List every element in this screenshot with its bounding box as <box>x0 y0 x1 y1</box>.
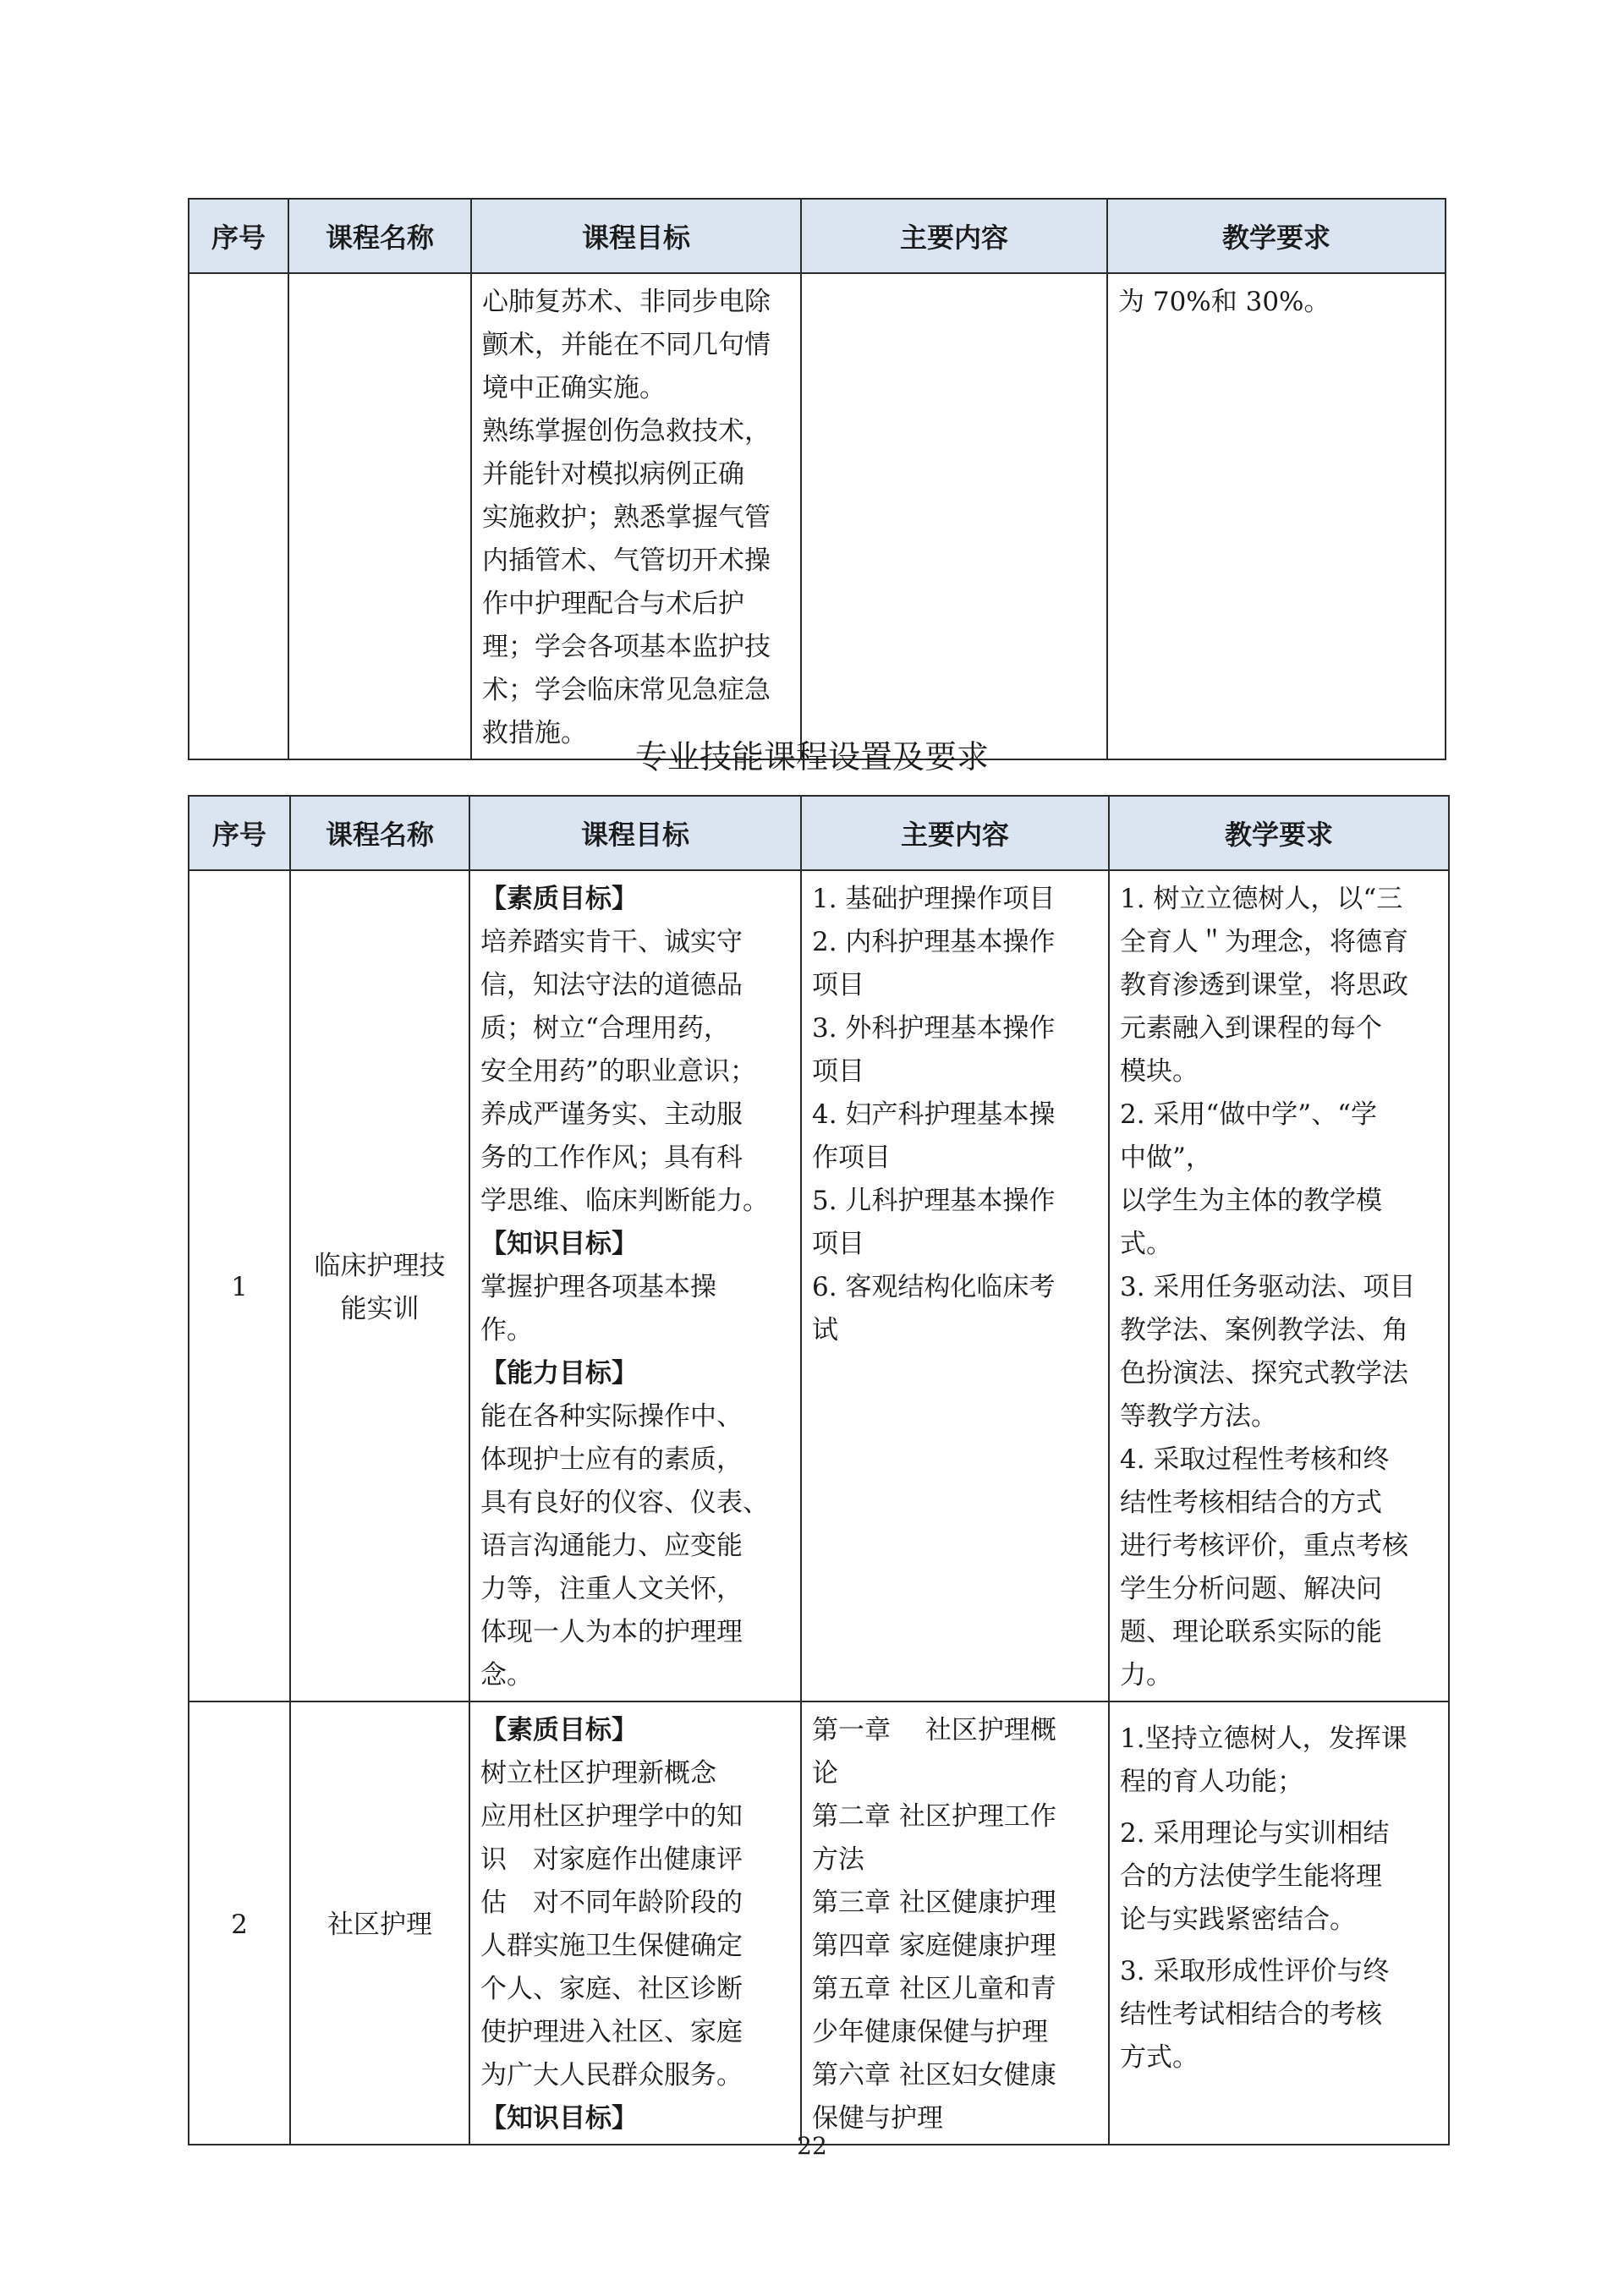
text-line: 力等，注重人文关怀， <box>480 1574 743 1604</box>
text-line: 式。 <box>1120 1229 1172 1259</box>
cell-course-name: 社区护理 <box>290 1701 469 2145</box>
text-line: 信，知法守法的道德品 <box>480 970 743 1000</box>
requirement-paragraph <box>1120 1950 1438 2080</box>
table-header-row <box>189 796 1449 870</box>
text-line: 4. 妇产科护理基本操 <box>812 1099 1056 1130</box>
header-teaching-requirements: 教学要求 <box>1109 796 1449 870</box>
cell-teaching-requirements <box>1109 870 1449 1701</box>
text-line: 人群实施卫生保健确定 <box>480 1931 743 1961</box>
text-line: 第六章 社区妇女健康 <box>812 2060 1056 2091</box>
text-line: 第三章 社区健康护理 <box>812 1888 1056 1918</box>
text-line: 第二章 社区护理工作 <box>812 1801 1056 1832</box>
table-row <box>189 1701 1449 2145</box>
text-line: 作项目 <box>812 1143 891 1173</box>
cell-main-content <box>801 1701 1109 2145</box>
knowledge-goal-heading: 【知识目标】 <box>480 2103 638 2134</box>
text-line: 论 <box>812 1758 838 1789</box>
text-line: 方法 <box>812 1844 864 1875</box>
header-no: 序号 <box>189 796 290 870</box>
text-line: 识 对家庭作出健康评 <box>480 1844 743 1875</box>
cell-course-goals <box>469 870 801 1701</box>
professional-skills-course-table <box>188 795 1450 2145</box>
text-line: 境中正确实施。 <box>482 373 666 403</box>
text-line: 2. 采用“做中学”、“学 <box>1120 1099 1377 1130</box>
text-line: 结性考核相结合的方式 <box>1120 1488 1382 1518</box>
cell-course-name <box>288 273 471 759</box>
text-line: 树立杜区护理新概念 <box>480 1758 716 1789</box>
text-line: 为 70%和 30%。 <box>1118 287 1330 317</box>
text-line: 救措施。 <box>482 718 587 748</box>
text-line: 为广大人民群众服务。 <box>480 2060 743 2091</box>
cell-course-name <box>290 870 469 1701</box>
text-line: 2. 采用理论与实训相结 <box>1120 1818 1390 1849</box>
text-line: 进行考核评价，重点考核 <box>1120 1531 1408 1561</box>
text-line: 程的育人功能； <box>1120 1767 1303 1797</box>
text-line: 元素融入到课程的每个 <box>1120 1013 1382 1044</box>
ability-goal-heading: 【能力目标】 <box>480 1358 638 1389</box>
text-line: 临床护理技 <box>314 1250 446 1281</box>
cell-no: 2 <box>189 1701 290 2145</box>
text-line: 养成严谨务实、主动服 <box>480 1099 743 1130</box>
text-line: 作中护理配合与术后护 <box>482 589 744 619</box>
text-line: 作。 <box>480 1315 533 1345</box>
text-line: 色扮演法、探究式教学法 <box>1120 1358 1408 1389</box>
text-line: 方式。 <box>1120 2042 1199 2073</box>
text-line: 合的方法使学生能将理 <box>1120 1861 1382 1892</box>
text-line: 能在各种实际操作中、 <box>480 1401 743 1432</box>
text-line: 5. 儿科护理基本操作 <box>812 1186 1056 1216</box>
text-line: 第四章 家庭健康护理 <box>812 1931 1056 1961</box>
text-line: 中做”， <box>1120 1143 1212 1173</box>
text-line: 质；树立“合理用药， <box>480 1013 730 1044</box>
section-title: 专业技能课程设置及要求 <box>634 738 989 775</box>
cell-course-goals <box>471 273 801 759</box>
text-line: 学思维、临床判断能力。 <box>480 1186 769 1216</box>
requirement-paragraph <box>1120 1718 1438 1804</box>
text-line: 项目 <box>812 970 864 1000</box>
header-course-goals: 课程目标 <box>469 796 801 870</box>
text-line: 念。 <box>480 1660 533 1690</box>
text-line: 使护理进入社区、家庭 <box>480 2017 743 2047</box>
text-line: 第五章 社区儿童和青 <box>812 1974 1056 2004</box>
text-line: 3. 采取形成性评价与终 <box>1120 1956 1390 1986</box>
text-line: 教育渗透到课堂，将思政 <box>1120 970 1408 1000</box>
text-line: 项目 <box>812 1056 864 1087</box>
quality-goal-heading: 【素质目标】 <box>480 884 638 914</box>
text-line: 3. 外科护理基本操作 <box>812 1013 1056 1044</box>
text-line: 结性考试相结合的考核 <box>1120 1999 1382 2030</box>
header-main-content: 主要内容 <box>801 796 1109 870</box>
text-line: 力。 <box>1120 1660 1172 1690</box>
text-line: 保健与护理 <box>812 2103 943 2134</box>
text-line: 个人、家庭、社区诊断 <box>480 1974 743 2004</box>
text-line: 题、理论联系实际的能 <box>1120 1617 1382 1647</box>
text-line: 等教学方法。 <box>1120 1401 1277 1432</box>
text-line: 安全用药”的职业意识； <box>480 1056 756 1087</box>
text-line: 语言沟通能力、应变能 <box>480 1531 743 1561</box>
header-no: 序号 <box>189 199 288 273</box>
text-line: 3. 采用任务驱动法、项目 <box>1120 1272 1416 1302</box>
text-line: 估 对不同年龄阶段的 <box>480 1888 743 1918</box>
text-line: 术；学会临床常见急症急 <box>482 675 771 705</box>
text-line: 全育人＂为理念，将德育 <box>1120 927 1408 957</box>
text-line: 1. 树立立德树人，以“三 <box>1120 884 1403 914</box>
text-line: 理；学会各项基本监护技 <box>482 632 771 662</box>
header-teaching-requirements: 教学要求 <box>1107 199 1446 273</box>
text-line: 1. 基础护理操作项目 <box>812 884 1056 914</box>
text-line: 模块。 <box>1120 1056 1199 1087</box>
text-line: 以学生为主体的教学模 <box>1120 1186 1382 1216</box>
header-course-name: 课程名称 <box>288 199 471 273</box>
cell-course-goals <box>469 1701 801 2145</box>
cell-main-content <box>801 870 1109 1701</box>
text-line: 务的工作作风；具有科 <box>480 1143 743 1173</box>
header-course-goals: 课程目标 <box>471 199 801 273</box>
table-row <box>189 273 1446 759</box>
header-course-name: 课程名称 <box>290 796 469 870</box>
text-line: 掌握护理各项基本操 <box>480 1272 716 1302</box>
text-line: 培养踏实肯干、诚实守 <box>480 927 743 957</box>
text-line: 论与实践紧密结合。 <box>1120 1904 1356 1935</box>
text-line: 少年健康保健与护理 <box>812 2017 1048 2047</box>
cell-no: 1 <box>189 870 290 1701</box>
text-line: 教学法、案例教学法、角 <box>1120 1315 1408 1345</box>
text-line: 体现一人为本的护理理 <box>480 1617 743 1647</box>
text-line: 应用杜区护理学中的知 <box>480 1801 743 1832</box>
text-line: 具有良好的仪容、仪表、 <box>480 1488 769 1518</box>
cell-main-content <box>801 273 1107 759</box>
cell-teaching-requirements <box>1107 273 1446 759</box>
continued-course-table <box>188 198 1446 760</box>
table-header-row <box>189 199 1446 273</box>
text-line: 4. 采取过程性考核和终 <box>1120 1444 1390 1475</box>
text-line: 心肺复苏术、非同步电除 <box>482 287 771 317</box>
text-line: 体现护士应有的素质， <box>480 1444 743 1475</box>
table-row <box>189 870 1449 1701</box>
header-main-content: 主要内容 <box>801 199 1107 273</box>
page-number: 22 <box>797 2132 827 2160</box>
text-line: 学生分析问题、解决问 <box>1120 1574 1382 1604</box>
text-line: 实施救护；熟悉掌握气管 <box>482 502 771 533</box>
text-line: 并能针对模拟病例正确 <box>482 459 744 490</box>
text-line: 熟练掌握创伤急救技术， <box>482 416 771 447</box>
text-line: 2. 内科护理基本操作 <box>812 927 1056 957</box>
text-line: 6. 客观结构化临床考 <box>812 1272 1056 1302</box>
text-line: 试 <box>812 1315 838 1345</box>
knowledge-goal-heading: 【知识目标】 <box>480 1229 638 1259</box>
text-line: 内插管术、气管切开术操 <box>482 545 771 576</box>
text-line: 第一章 社区护理概 <box>812 1715 1056 1745</box>
requirement-paragraph <box>1120 1812 1438 1942</box>
text-line: 能实训 <box>340 1293 420 1324</box>
text-line: 项目 <box>812 1229 864 1259</box>
quality-goal-heading: 【素质目标】 <box>480 1715 638 1745</box>
text-line: 颤术，并能在不同几句情 <box>482 330 771 360</box>
text-line: 1.坚持立德树人，发挥课 <box>1120 1723 1407 1754</box>
cell-teaching-requirements <box>1109 1701 1449 2145</box>
cell-no <box>189 273 288 759</box>
